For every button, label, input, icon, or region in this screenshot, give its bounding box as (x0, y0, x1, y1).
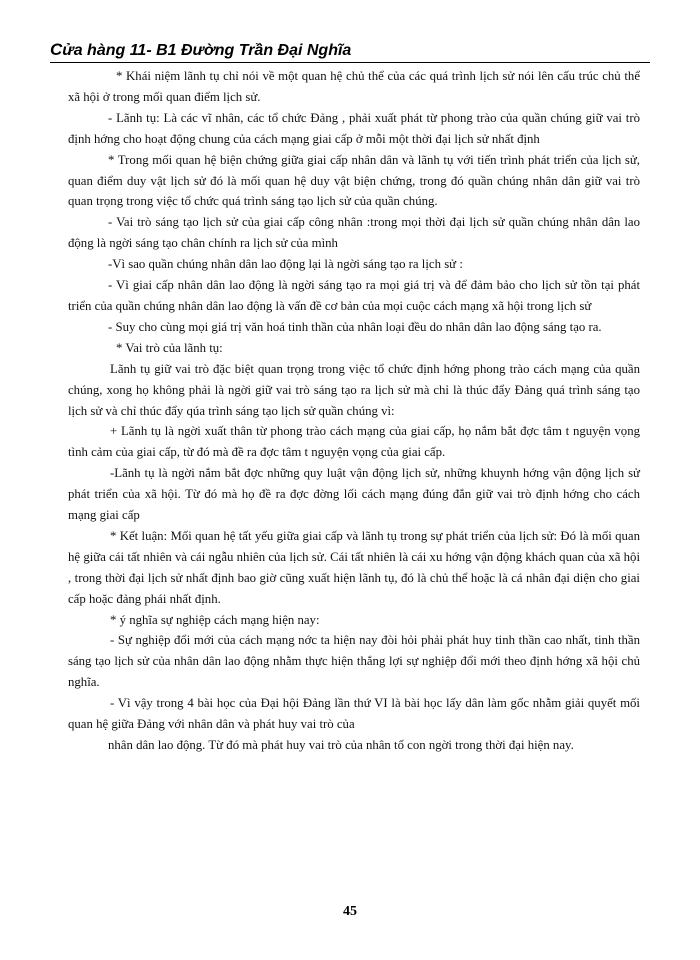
paragraph-culture-values: - Suy cho cùng mọi giá trị văn hoá tinh thần của nhân loại đều do nhân dân lao động sáng tạo ra. (108, 319, 602, 334)
page-header (50, 40, 650, 63)
paragraph-leader-concept: * Khái niệm lãnh tụ chỉ nói về một quan hệ chủ thể của các quá trình lịch sử nói lên cấu trúc chủ thể xã hội ở trong mối quan điểm lịch sử. (68, 69, 640, 104)
paragraph-dialectical-relation: * Trong mối quan hệ biện chứng giữa giai cấp nhân dân và lãnh tụ với tiến trình phát triển của lịch sử, quan điểm duy vật lịch sử đó là mối quan hệ duy vật biện chứng, trong đó quần chúng nhân dân giữ vai trò quan trọng trong việc tổ chức quá trình sáng tạo lịch sử của quần chúng. (68, 152, 640, 209)
header-title: ửa hàng 11- B1 Đường Trần Đại Nghĩa (62, 42, 352, 59)
document-body (68, 66, 640, 756)
paragraph-human-factor: nhân dân lao động. Từ đó mà phát huy vai trò của nhân tố con ngời trong thời đại hiện nay. (108, 738, 574, 752)
paragraph-leader-origin: + Lãnh tụ là ngời xuất thân từ phong trào cách mạng của giai cấp, họ nắm bắt đợc tâm t nguyện vọng tình cảm của giai cấp, từ đó mà đề ra đợc tâm t nguyện vọng của giai cấp. (68, 424, 640, 460)
paragraph-leader-definition: - Lãnh tụ: Là các vĩ nhân, các tổ chức Đảng , phải xuất phát từ phong trào của quần chúng giữ vai trò định hớng cho hoạt động chung của cách mạng giai cấp ở mỗi một thời đại lịch sử nhất định (68, 110, 640, 146)
page-number: 45 (343, 904, 357, 919)
paragraph-conclusion: * Kết luận: Mối quan hệ tất yếu giữa giai cấp và lãnh tụ trong sự phát triển của lịch sử: Đó là mối quan hệ giữa cái tất nhiên và cái ngẫu nhiên của lịch sử. Cái tất nhiên là cái xu hớng vận động khách quan của xã hội , trong thời đại lịch sử nhất định bao giờ cũng xuất hiện lãnh tụ, đó là chủ thể hoặc là cá nhân đại diện cho giai cấp hoặc đảng phái nhất định. (68, 528, 640, 606)
paragraph-value-creation: - Vì giai cấp nhân dân lao động là ngời sáng tạo ra mọi giá trị và để đảm bảo cho lịch sử tồn tại phát triển của quần chúng nhân dân lao động là vấn đề cơ bản của mọi cuộc cách mạng xã hội trong lịch sử (68, 278, 640, 313)
paragraph-congress-lessons: - Vì vậy trong 4 bài học của Đại hội Đảng lần thứ VI là bài học lấy dân làm gốc nhằm giải quyết mối quan hệ giữa Đảng với nhân dân và phát huy vai trò của (68, 696, 640, 732)
paragraph-leader-importance: Lãnh tụ giữ vai trò đặc biệt quan trọng trong việc tổ chức định hớng phong trào cách mạng của quần chúng, xong họ không phải là ngời giữ vai trò sáng tạo ra lịch sử mà chỉ là thúc đẩy Đảng quá trình sáng tạo lịch sử và chỉ thúc đẩy qúa trình sáng tạo lịch sử quần chúng vì: (68, 361, 640, 418)
header-initial: C (50, 40, 63, 59)
heading-leader-role: * Vai trò của lãnh tụ: (116, 340, 223, 355)
paragraph-working-class-role: - Vai trò sáng tạo lịch sử của giai cấp công nhân :trong mọi thời đại lịch sử quần chúng nhân dân lao động là ngời sáng tạo chân chính ra lịch sử của mình (68, 215, 640, 251)
paragraph-why-masses: -Vì sao quần chúng nhân dân lao động lại là ngời sáng tạo ra lịch sử : (108, 257, 463, 272)
paragraph-renovation: - Sự nghiệp đổi mới của cách mạng nớc ta hiện nay đòi hỏi phải phát huy tinh thần cao nhất, tinh thần sáng tạo lịch sử của nhân dân lao động nhằm thực hiện thắng lợi sự nghiệp đổi mới theo định hớng xã hội chủ nghĩa. (68, 633, 640, 690)
paragraph-leader-laws: -Lãnh tụ là ngời nắm bắt đợc những quy luật vận động lịch sử, những khuynh hớng vận động lịch sử phát triển của xã hội. Từ đó mà họ đề ra đợc đờng lối cách mạng đúng đắn giữ vai trò định hớng cho cách mạng giai cấp (68, 466, 640, 523)
heading-significance: * ý nghĩa sự nghiệp cách mạng hiện nay: (110, 612, 320, 627)
